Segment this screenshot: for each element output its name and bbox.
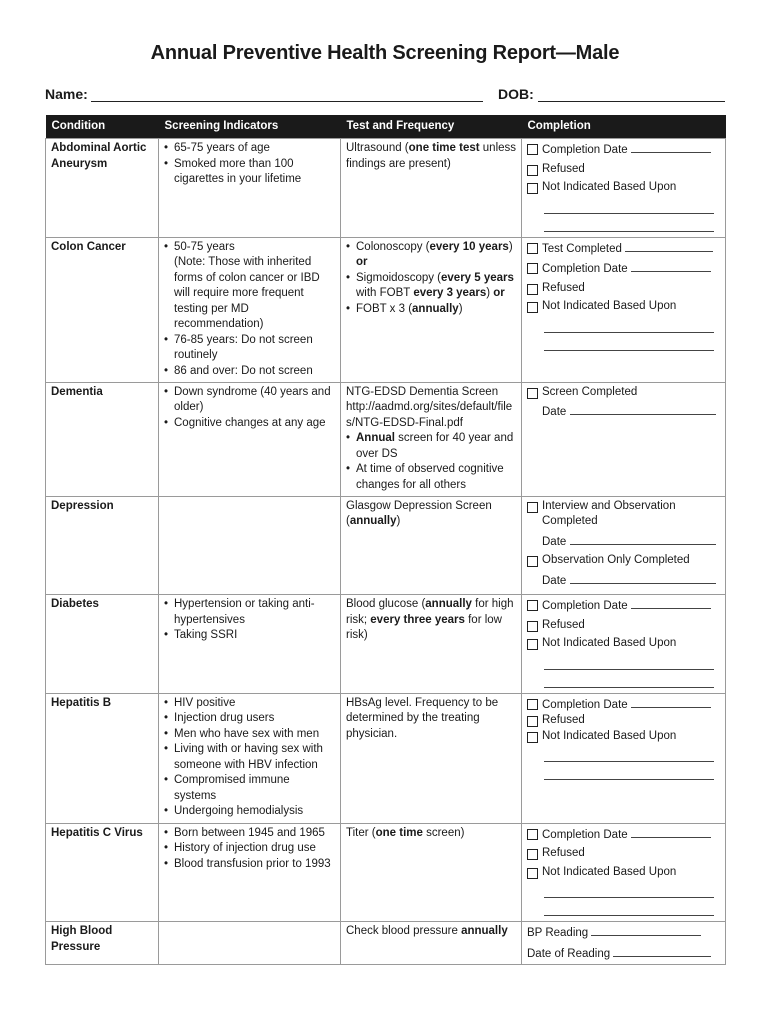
checkbox-box[interactable]	[527, 868, 538, 879]
completion-cell	[522, 595, 726, 694]
checkbox-box[interactable]	[527, 263, 538, 274]
test-item: • FOBT x 3 (annually)	[346, 302, 516, 318]
checkbox-label: Refused	[542, 618, 585, 631]
checkbox-label: Completion Date	[542, 828, 628, 841]
indicators-cell	[159, 595, 341, 694]
patient-info-line	[45, 86, 725, 106]
header-completion: Completion	[522, 115, 726, 139]
test-item: • Colonoscopy (every 10 years) or	[346, 240, 516, 271]
checkbox-label: Not Indicated Based Upon	[542, 865, 677, 878]
checkbox-box[interactable]	[527, 556, 538, 567]
checkbox-box[interactable]	[527, 243, 538, 254]
checkbox-label: Not Indicated Based Upon	[542, 637, 677, 649]
reason-blank[interactable]	[544, 199, 714, 214]
not-indicated-checkbox[interactable]	[527, 299, 720, 315]
refused-checkbox[interactable]	[527, 618, 720, 634]
indicator-item: • 50-75 years (Note: Those with inherited forms of colon cancer or IBD will require more frequent testing per MD recommendation)	[164, 240, 335, 333]
checkbox-box[interactable]	[527, 600, 538, 611]
checkbox-box[interactable]	[527, 165, 538, 176]
checkbox-box[interactable]	[527, 639, 538, 650]
reason-blank[interactable]	[544, 765, 714, 780]
date-line	[527, 572, 720, 590]
condition-cell: Hepatitis B	[46, 693, 159, 823]
row-abdominal-aortic-aneurysm	[46, 139, 726, 238]
screen-completed-checkbox[interactable]	[527, 385, 720, 401]
checkbox-box[interactable]	[527, 732, 538, 743]
completion-date-checkbox[interactable]	[527, 696, 720, 714]
date-of-reading-line	[527, 945, 720, 963]
test-cell: Glasgow Depression Screen (annually)	[341, 496, 522, 595]
reason-blank[interactable]	[544, 336, 714, 351]
checkbox-label: Refused	[542, 847, 585, 859]
dob-label: DOB:	[498, 86, 534, 102]
header-indicators: Screening Indicators	[159, 115, 341, 139]
condition-cell: Abdominal Aortic Aneurysm	[46, 139, 159, 238]
indicator-item: • Living with or having sex with someone with HBV infection	[164, 742, 335, 773]
row-high-blood-pressure	[46, 922, 726, 965]
condition-cell: Dementia	[46, 382, 159, 496]
date-line	[527, 403, 720, 421]
date-blank[interactable]	[631, 141, 711, 153]
bp-reading-label: BP Reading	[527, 927, 589, 939]
observation-only-checkbox[interactable]	[527, 553, 720, 569]
indicators-cell	[159, 823, 341, 922]
test-cell	[341, 382, 522, 496]
date-blank[interactable]	[631, 696, 711, 708]
date-blank[interactable]	[570, 572, 716, 584]
test-cell	[341, 237, 522, 382]
completion-date-checkbox[interactable]	[527, 826, 720, 844]
indicator-item: • Men who have sex with men	[164, 727, 335, 743]
test-text: unless findings are present)	[346, 142, 517, 170]
indicators-cell	[159, 382, 341, 496]
checkbox-box[interactable]	[527, 621, 538, 632]
completion-date-checkbox[interactable]	[527, 260, 720, 278]
date-blank[interactable]	[631, 597, 711, 609]
checkbox-label: Observation Only Completed	[542, 554, 690, 566]
checkbox-box[interactable]	[527, 716, 538, 727]
checkbox-box[interactable]	[527, 183, 538, 194]
condition-cell: Diabetes	[46, 595, 159, 694]
test-cell: Blood glucose (annually for high risk; every three years for low risk)	[341, 595, 522, 694]
checkbox-box[interactable]	[527, 699, 538, 710]
completion-date-checkbox[interactable]	[527, 141, 720, 159]
checkbox-box[interactable]	[527, 849, 538, 860]
condition-cell: Depression	[46, 496, 159, 595]
test-blank[interactable]	[625, 240, 713, 252]
indicator-item: • Blood transfusion prior to 1993	[164, 857, 335, 873]
completion-cell	[522, 693, 726, 823]
test-item: • Annual screen for 40 year and over DS	[346, 431, 516, 462]
checkbox-label: Completion Date	[542, 263, 628, 275]
checkbox-box[interactable]	[527, 388, 538, 399]
indicator-item: • Injection drug users	[164, 711, 335, 727]
condition-cell: Hepatitis C Virus	[46, 823, 159, 922]
test-cell	[341, 139, 522, 238]
completion-cell	[522, 382, 726, 496]
date-blank[interactable]	[613, 945, 711, 957]
reason-blank[interactable]	[544, 217, 714, 232]
indicator-item: • Smoked more than 100 cigarettes in your lifetime	[164, 157, 335, 188]
reason-blank[interactable]	[544, 673, 714, 688]
indicator-item: • Down syndrome (40 years and older)	[164, 385, 335, 416]
checkbox-box[interactable]	[527, 302, 538, 313]
completion-cell	[522, 139, 726, 238]
condition-cell: High Blood Pressure	[46, 922, 159, 965]
indicators-cell	[159, 496, 341, 595]
indicator-item: • HIV positive	[164, 696, 335, 712]
not-indicated-checkbox[interactable]	[527, 636, 720, 652]
completion-cell	[522, 496, 726, 595]
date-blank[interactable]	[570, 403, 716, 415]
checkbox-box[interactable]	[527, 144, 538, 155]
test-completed-checkbox[interactable]	[527, 240, 720, 258]
indicator-item: • Born between 1945 and 1965	[164, 826, 335, 842]
date-blank[interactable]	[570, 533, 716, 545]
indicator-item: • Undergoing hemodialysis	[164, 804, 335, 820]
row-depression	[46, 496, 726, 595]
date-blank[interactable]	[631, 260, 711, 272]
indicators-cell	[159, 237, 341, 382]
row-dementia	[46, 382, 726, 496]
checkbox-label: Completion Date	[542, 698, 628, 711]
indicator-item: • 65-75 years of age	[164, 141, 335, 157]
checkbox-box[interactable]	[527, 284, 538, 295]
checkbox-label: Test Completed	[542, 242, 622, 255]
checkbox-label: Refused	[542, 714, 585, 726]
refused-checkbox[interactable]	[527, 713, 720, 729]
indicator-item: • 76-85 years: Do not screen routinely	[164, 333, 335, 364]
bp-reading-line	[527, 924, 720, 942]
date-blank[interactable]	[631, 826, 711, 838]
reason-blank[interactable]	[544, 883, 714, 898]
reason-blank[interactable]	[544, 901, 714, 916]
checkbox-label: Completion Date	[542, 144, 628, 156]
condition-cell: Colon Cancer	[46, 237, 159, 382]
indicator-item: • Cognitive changes at any age	[164, 416, 335, 432]
reason-blank[interactable]	[544, 318, 714, 333]
checkbox-box[interactable]	[527, 502, 538, 513]
row-colon-cancer	[46, 237, 726, 382]
indicator-item: • Taking SSRI	[164, 628, 335, 644]
completion-cell	[522, 922, 726, 965]
checkbox-label: Refused	[542, 281, 585, 294]
checkbox-label: Completion Date	[542, 600, 628, 612]
test-text: Ultrasound (	[346, 142, 409, 154]
checkbox-label: Screen Completed	[542, 385, 638, 398]
report-title: Annual Preventive Health Screening Report—Male	[150, 42, 620, 64]
checkbox-label: Interview and Observation Completed	[542, 499, 676, 527]
refused-checkbox[interactable]	[527, 846, 720, 862]
test-item: • Sigmoidoscopy (every 5 years with FOBT every 3 years) or	[346, 271, 516, 302]
row-hepatitis-c	[46, 823, 726, 922]
not-indicated-checkbox[interactable]	[527, 865, 720, 881]
header-test: Test and Frequency	[341, 115, 522, 139]
not-indicated-checkbox[interactable]	[527, 729, 720, 745]
checkbox-box[interactable]	[527, 829, 538, 840]
indicators-cell	[159, 139, 341, 238]
indicator-item: • History of injection drug use	[164, 841, 335, 857]
name-label: Name:	[45, 86, 88, 102]
date-label: Date	[542, 406, 567, 418]
not-indicated-checkbox[interactable]	[527, 180, 720, 196]
header-condition: Condition	[46, 115, 159, 139]
completion-cell	[522, 237, 726, 382]
interview-completed-checkbox[interactable]	[527, 499, 720, 530]
test-frequency: one time test	[408, 142, 480, 154]
refused-checkbox[interactable]	[527, 281, 720, 297]
checkbox-label: Refused	[542, 162, 585, 175]
indicator-item: • Hypertension or taking anti-hypertensives	[164, 597, 335, 628]
checkbox-label: Not Indicated Based Upon	[542, 300, 677, 312]
test-cell: Check blood pressure annually	[341, 922, 522, 965]
date-line	[527, 533, 720, 551]
test-url[interactable]: http://aadmd.org/sites/default/files/NTG-EDSD-Final.pdf	[346, 401, 513, 429]
test-cell: Titer (one time screen)	[341, 823, 522, 922]
screening-table	[45, 115, 726, 965]
indicators-cell	[159, 922, 341, 965]
indicator-item: • 86 and over: Do not screen	[164, 364, 335, 380]
row-hepatitis-b	[46, 693, 726, 823]
row-diabetes	[46, 595, 726, 694]
date-label: Date	[542, 535, 567, 548]
completion-date-checkbox[interactable]	[527, 597, 720, 615]
test-name: NTG-EDSD Dementia Screen	[346, 385, 499, 398]
table-header-row	[46, 115, 726, 139]
indicators-cell	[159, 693, 341, 823]
checkbox-label: Not Indicated Based Upon	[542, 181, 677, 193]
test-item: • At time of observed cognitive changes for all others	[346, 462, 516, 493]
test-cell: HBsAg level. Frequency to be determined by the treating physician.	[341, 693, 522, 823]
refused-checkbox[interactable]	[527, 162, 720, 178]
indicator-item: • Compromised immune systems	[164, 773, 335, 804]
completion-cell	[522, 823, 726, 922]
date-label: Date	[542, 574, 567, 587]
reason-blank[interactable]	[544, 655, 714, 670]
reason-blank[interactable]	[544, 747, 714, 762]
date-of-reading-label: Date of Reading	[527, 947, 611, 960]
dob-field[interactable]	[538, 101, 725, 102]
checkbox-label: Not Indicated Based Upon	[542, 729, 677, 742]
name-field[interactable]	[91, 101, 483, 102]
bp-reading-blank[interactable]	[591, 924, 701, 936]
